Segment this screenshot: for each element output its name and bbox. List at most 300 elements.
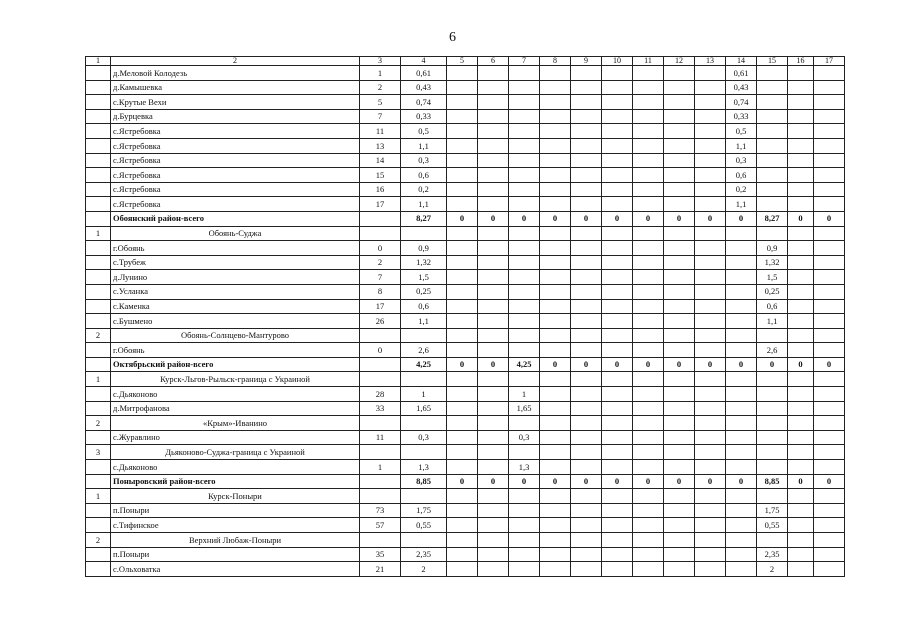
table-cell: 2 <box>401 562 447 577</box>
table-cell: 26 <box>360 314 401 329</box>
table-cell <box>360 372 401 387</box>
table-cell: 0,3 <box>401 153 447 168</box>
table-cell <box>695 153 726 168</box>
table-row <box>86 182 845 197</box>
table-row <box>86 153 845 168</box>
table-cell: 2 <box>360 80 401 95</box>
table-cell <box>695 547 726 562</box>
table-cell <box>788 416 814 431</box>
table-cell <box>478 197 509 212</box>
table-cell <box>478 416 509 431</box>
column-number: 12 <box>664 57 695 66</box>
column-number: 16 <box>788 57 814 66</box>
table-cell: 7 <box>360 270 401 285</box>
table-cell: 0 <box>540 357 571 372</box>
table-cell <box>633 168 664 183</box>
table-cell <box>695 168 726 183</box>
settlement-name: с.Крутые Вехи <box>111 95 360 110</box>
table-cell <box>509 168 540 183</box>
table-cell <box>401 489 447 504</box>
table-cell <box>478 182 509 197</box>
table-cell <box>664 533 695 548</box>
table-row <box>86 518 845 533</box>
table-cell <box>602 314 633 329</box>
table-cell <box>540 109 571 124</box>
table-cell: 0,33 <box>726 109 757 124</box>
table-cell: 8,85 <box>401 474 447 489</box>
table-row <box>86 255 845 270</box>
table-cell: 0,33 <box>401 109 447 124</box>
table-cell: 2,35 <box>757 547 788 562</box>
settlement-name: д.Камышевка <box>111 80 360 95</box>
table-cell <box>633 284 664 299</box>
table-cell <box>571 518 602 533</box>
table-cell <box>814 387 845 402</box>
table-cell <box>814 547 845 562</box>
table-cell <box>509 518 540 533</box>
table-cell <box>602 241 633 256</box>
table-cell: 1,1 <box>401 138 447 153</box>
table-cell: 1,65 <box>509 401 540 416</box>
table-cell <box>509 182 540 197</box>
table-cell <box>664 168 695 183</box>
table-cell <box>571 401 602 416</box>
table-cell <box>788 109 814 124</box>
table-cell: 28 <box>360 387 401 402</box>
table-row <box>86 109 845 124</box>
table-cell: 0 <box>788 211 814 226</box>
table-cell <box>633 416 664 431</box>
table-cell <box>726 489 757 504</box>
table-cell <box>86 211 111 226</box>
route-name: Обоянь-Суджа <box>111 226 360 241</box>
table-cell <box>478 124 509 139</box>
table-cell <box>540 138 571 153</box>
settlement-name: с.Каменка <box>111 299 360 314</box>
table-cell <box>540 343 571 358</box>
table-cell <box>86 153 111 168</box>
column-number: 13 <box>695 57 726 66</box>
table-cell <box>814 445 845 460</box>
table-cell <box>540 226 571 241</box>
table-cell <box>447 284 478 299</box>
table-cell <box>788 460 814 475</box>
table-cell: 1,3 <box>401 460 447 475</box>
route-number: 2 <box>86 328 111 343</box>
table-cell <box>664 124 695 139</box>
table-cell <box>757 387 788 402</box>
table-cell <box>664 241 695 256</box>
table-cell <box>633 314 664 329</box>
table-cell <box>540 182 571 197</box>
table-cell <box>401 416 447 431</box>
table-row <box>86 124 845 139</box>
table-cell <box>571 284 602 299</box>
table-cell <box>447 241 478 256</box>
table-cell <box>726 284 757 299</box>
table-cell <box>478 168 509 183</box>
table-cell <box>509 270 540 285</box>
table-cell <box>602 153 633 168</box>
table-cell: 1,32 <box>757 255 788 270</box>
table-cell <box>695 182 726 197</box>
table-cell: 0 <box>788 357 814 372</box>
table-cell <box>788 489 814 504</box>
table-cell <box>757 109 788 124</box>
table-cell <box>478 503 509 518</box>
table-cell <box>571 197 602 212</box>
table-cell <box>695 343 726 358</box>
table-cell <box>788 168 814 183</box>
table-cell <box>447 328 478 343</box>
table-cell: 0,61 <box>401 66 447 81</box>
table-cell <box>695 66 726 81</box>
table-cell: 0,6 <box>401 168 447 183</box>
table-cell: 0 <box>509 211 540 226</box>
table-cell: 0 <box>814 357 845 372</box>
table-cell <box>86 168 111 183</box>
road-data-table <box>85 56 845 577</box>
table-cell: 0 <box>360 241 401 256</box>
table-cell <box>540 168 571 183</box>
table-row <box>86 343 845 358</box>
table-cell <box>447 109 478 124</box>
table-cell: 1,1 <box>726 138 757 153</box>
table-cell <box>664 460 695 475</box>
table-cell <box>814 460 845 475</box>
table-cell: 2,35 <box>401 547 447 562</box>
table-cell <box>664 95 695 110</box>
column-number: 3 <box>360 57 401 66</box>
table-cell <box>478 518 509 533</box>
table-cell <box>509 284 540 299</box>
table-cell <box>571 168 602 183</box>
table-cell <box>447 445 478 460</box>
table-cell <box>571 138 602 153</box>
table-cell <box>571 66 602 81</box>
table-cell <box>509 547 540 562</box>
table-cell <box>695 80 726 95</box>
table-cell <box>86 182 111 197</box>
table-cell <box>664 138 695 153</box>
table-cell <box>447 460 478 475</box>
route-number: 1 <box>86 489 111 504</box>
table-cell <box>447 138 478 153</box>
table-cell <box>360 211 401 226</box>
table-cell <box>571 153 602 168</box>
table-cell <box>540 533 571 548</box>
table-cell <box>478 387 509 402</box>
table-cell: 0 <box>478 474 509 489</box>
table-cell: 0,2 <box>726 182 757 197</box>
table-cell <box>86 547 111 562</box>
table-cell <box>664 547 695 562</box>
table-cell <box>86 66 111 81</box>
table-cell <box>571 343 602 358</box>
table-cell <box>695 401 726 416</box>
table-cell <box>540 416 571 431</box>
table-cell: 8,27 <box>757 211 788 226</box>
table-cell <box>633 430 664 445</box>
table-cell <box>478 95 509 110</box>
table-cell: 5 <box>360 95 401 110</box>
table-cell <box>726 241 757 256</box>
table-cell <box>602 416 633 431</box>
table-cell <box>664 109 695 124</box>
table-cell: 0 <box>571 211 602 226</box>
table-cell <box>602 109 633 124</box>
table-cell <box>788 328 814 343</box>
table-cell <box>447 314 478 329</box>
table-cell <box>664 372 695 387</box>
table-cell: 0 <box>695 211 726 226</box>
table-cell <box>478 401 509 416</box>
table-cell: 0 <box>447 474 478 489</box>
table-cell <box>571 328 602 343</box>
table-cell: 0 <box>540 211 571 226</box>
table-cell <box>695 518 726 533</box>
settlement-name: с.Ястребовка <box>111 138 360 153</box>
settlement-name: д.Митрофанова <box>111 401 360 416</box>
table-cell <box>726 328 757 343</box>
table-cell: 0 <box>447 211 478 226</box>
table-cell <box>360 226 401 241</box>
table-cell <box>447 226 478 241</box>
table-cell: 1,3 <box>509 460 540 475</box>
table-cell <box>509 314 540 329</box>
table-cell <box>788 372 814 387</box>
table-cell <box>86 387 111 402</box>
column-number: 9 <box>571 57 602 66</box>
table-cell: 0 <box>478 211 509 226</box>
settlement-name: с.Трубеж <box>111 255 360 270</box>
settlement-name: с.Журавлино <box>111 430 360 445</box>
table-cell <box>814 503 845 518</box>
table-cell <box>788 445 814 460</box>
table-cell <box>447 153 478 168</box>
table-cell <box>447 387 478 402</box>
table-cell <box>726 547 757 562</box>
column-number: 7 <box>509 57 540 66</box>
column-number: 17 <box>814 57 845 66</box>
table-cell <box>86 357 111 372</box>
table-cell <box>695 255 726 270</box>
table-cell <box>664 197 695 212</box>
table-cell <box>633 387 664 402</box>
table-cell: 0,55 <box>401 518 447 533</box>
table-cell: 0,43 <box>401 80 447 95</box>
table-cell <box>447 518 478 533</box>
table-cell <box>602 518 633 533</box>
table-cell <box>757 66 788 81</box>
route-header-row <box>86 226 845 241</box>
settlement-name: п.Поныри <box>111 547 360 562</box>
table-cell <box>540 430 571 445</box>
table-cell <box>447 95 478 110</box>
table-cell <box>86 401 111 416</box>
table-cell <box>633 182 664 197</box>
table-cell <box>478 372 509 387</box>
table-cell <box>509 255 540 270</box>
route-name: Курск-Поныри <box>111 489 360 504</box>
table-cell: 0,6 <box>401 299 447 314</box>
table-cell <box>86 124 111 139</box>
table-cell <box>447 168 478 183</box>
table-cell <box>726 387 757 402</box>
table-cell <box>788 503 814 518</box>
table-cell: 57 <box>360 518 401 533</box>
district-total-row <box>86 211 845 226</box>
table-cell: 2,6 <box>401 343 447 358</box>
table-cell <box>814 124 845 139</box>
table-cell <box>571 430 602 445</box>
table-cell: 0 <box>726 474 757 489</box>
table-cell <box>633 138 664 153</box>
table-cell <box>788 124 814 139</box>
settlement-name: г.Обоянь <box>111 241 360 256</box>
table-cell <box>509 109 540 124</box>
table-cell <box>757 533 788 548</box>
table-cell <box>664 445 695 460</box>
table-cell: 1 <box>509 387 540 402</box>
table-cell <box>788 80 814 95</box>
settlement-name: с.Ястребовка <box>111 168 360 183</box>
table-cell <box>571 416 602 431</box>
table-cell <box>757 460 788 475</box>
table-cell: 0 <box>788 474 814 489</box>
table-cell <box>814 241 845 256</box>
table-cell <box>447 124 478 139</box>
table-cell <box>695 226 726 241</box>
route-number: 1 <box>86 226 111 241</box>
route-header-row <box>86 416 845 431</box>
table-cell: 0 <box>814 211 845 226</box>
column-number: 8 <box>540 57 571 66</box>
table-cell <box>571 270 602 285</box>
table-cell <box>633 241 664 256</box>
column-number: 14 <box>726 57 757 66</box>
table-cell <box>664 430 695 445</box>
table-cell: 1,1 <box>401 197 447 212</box>
column-number-row <box>86 57 845 66</box>
table-cell: 0 <box>814 474 845 489</box>
table-cell <box>788 270 814 285</box>
table-cell <box>633 109 664 124</box>
table-cell <box>814 401 845 416</box>
table-cell <box>360 489 401 504</box>
settlement-name: с.Бушмено <box>111 314 360 329</box>
table-cell <box>478 445 509 460</box>
table-cell <box>633 95 664 110</box>
table-cell <box>664 270 695 285</box>
table-cell <box>695 95 726 110</box>
table-cell <box>633 460 664 475</box>
table-cell <box>757 182 788 197</box>
table-cell <box>757 416 788 431</box>
table-cell <box>602 387 633 402</box>
table-cell <box>788 562 814 577</box>
table-cell <box>602 547 633 562</box>
table-cell <box>726 533 757 548</box>
table-cell <box>664 314 695 329</box>
table-cell: 17 <box>360 299 401 314</box>
table-cell <box>814 270 845 285</box>
table-cell <box>540 401 571 416</box>
table-cell: 21 <box>360 562 401 577</box>
table-cell <box>695 241 726 256</box>
table-cell <box>478 109 509 124</box>
table-cell <box>695 270 726 285</box>
table-cell <box>447 562 478 577</box>
table-cell: 0,2 <box>401 182 447 197</box>
route-header-row <box>86 445 845 460</box>
table-cell <box>509 124 540 139</box>
table-cell <box>726 562 757 577</box>
table-cell <box>571 182 602 197</box>
table-cell <box>571 80 602 95</box>
table-cell <box>757 197 788 212</box>
table-cell: 0,25 <box>401 284 447 299</box>
table-cell: 0 <box>633 474 664 489</box>
table-cell: 8 <box>360 284 401 299</box>
table-cell: 0 <box>695 474 726 489</box>
table-cell: 0,3 <box>509 430 540 445</box>
table-cell <box>757 445 788 460</box>
table-cell <box>86 80 111 95</box>
table-cell <box>664 299 695 314</box>
table-row <box>86 80 845 95</box>
table-cell <box>540 314 571 329</box>
table-cell <box>602 445 633 460</box>
table-cell <box>788 387 814 402</box>
table-cell: 0 <box>664 211 695 226</box>
table-cell <box>86 503 111 518</box>
table-cell <box>360 533 401 548</box>
table-cell <box>602 66 633 81</box>
table-cell: 0,6 <box>757 299 788 314</box>
table-row <box>86 66 845 81</box>
table-row <box>86 430 845 445</box>
table-cell <box>540 562 571 577</box>
table-cell <box>602 372 633 387</box>
settlement-name: с.Ястребовка <box>111 197 360 212</box>
table-cell <box>478 547 509 562</box>
table-cell <box>788 197 814 212</box>
table-cell <box>478 284 509 299</box>
table-cell <box>509 445 540 460</box>
table-cell <box>509 226 540 241</box>
table-cell <box>757 80 788 95</box>
table-cell: 4,25 <box>509 357 540 372</box>
table-cell <box>602 562 633 577</box>
table-cell: 2 <box>360 255 401 270</box>
table-cell <box>540 547 571 562</box>
table-cell: 17 <box>360 197 401 212</box>
table-cell <box>814 255 845 270</box>
table-cell <box>360 416 401 431</box>
table-cell <box>447 503 478 518</box>
table-cell <box>664 518 695 533</box>
table-cell <box>633 299 664 314</box>
table-cell: 33 <box>360 401 401 416</box>
table-cell <box>664 66 695 81</box>
table-cell <box>664 284 695 299</box>
table-cell <box>509 95 540 110</box>
table-cell <box>633 270 664 285</box>
table-cell <box>540 299 571 314</box>
table-cell: 1,65 <box>401 401 447 416</box>
table-cell <box>602 80 633 95</box>
